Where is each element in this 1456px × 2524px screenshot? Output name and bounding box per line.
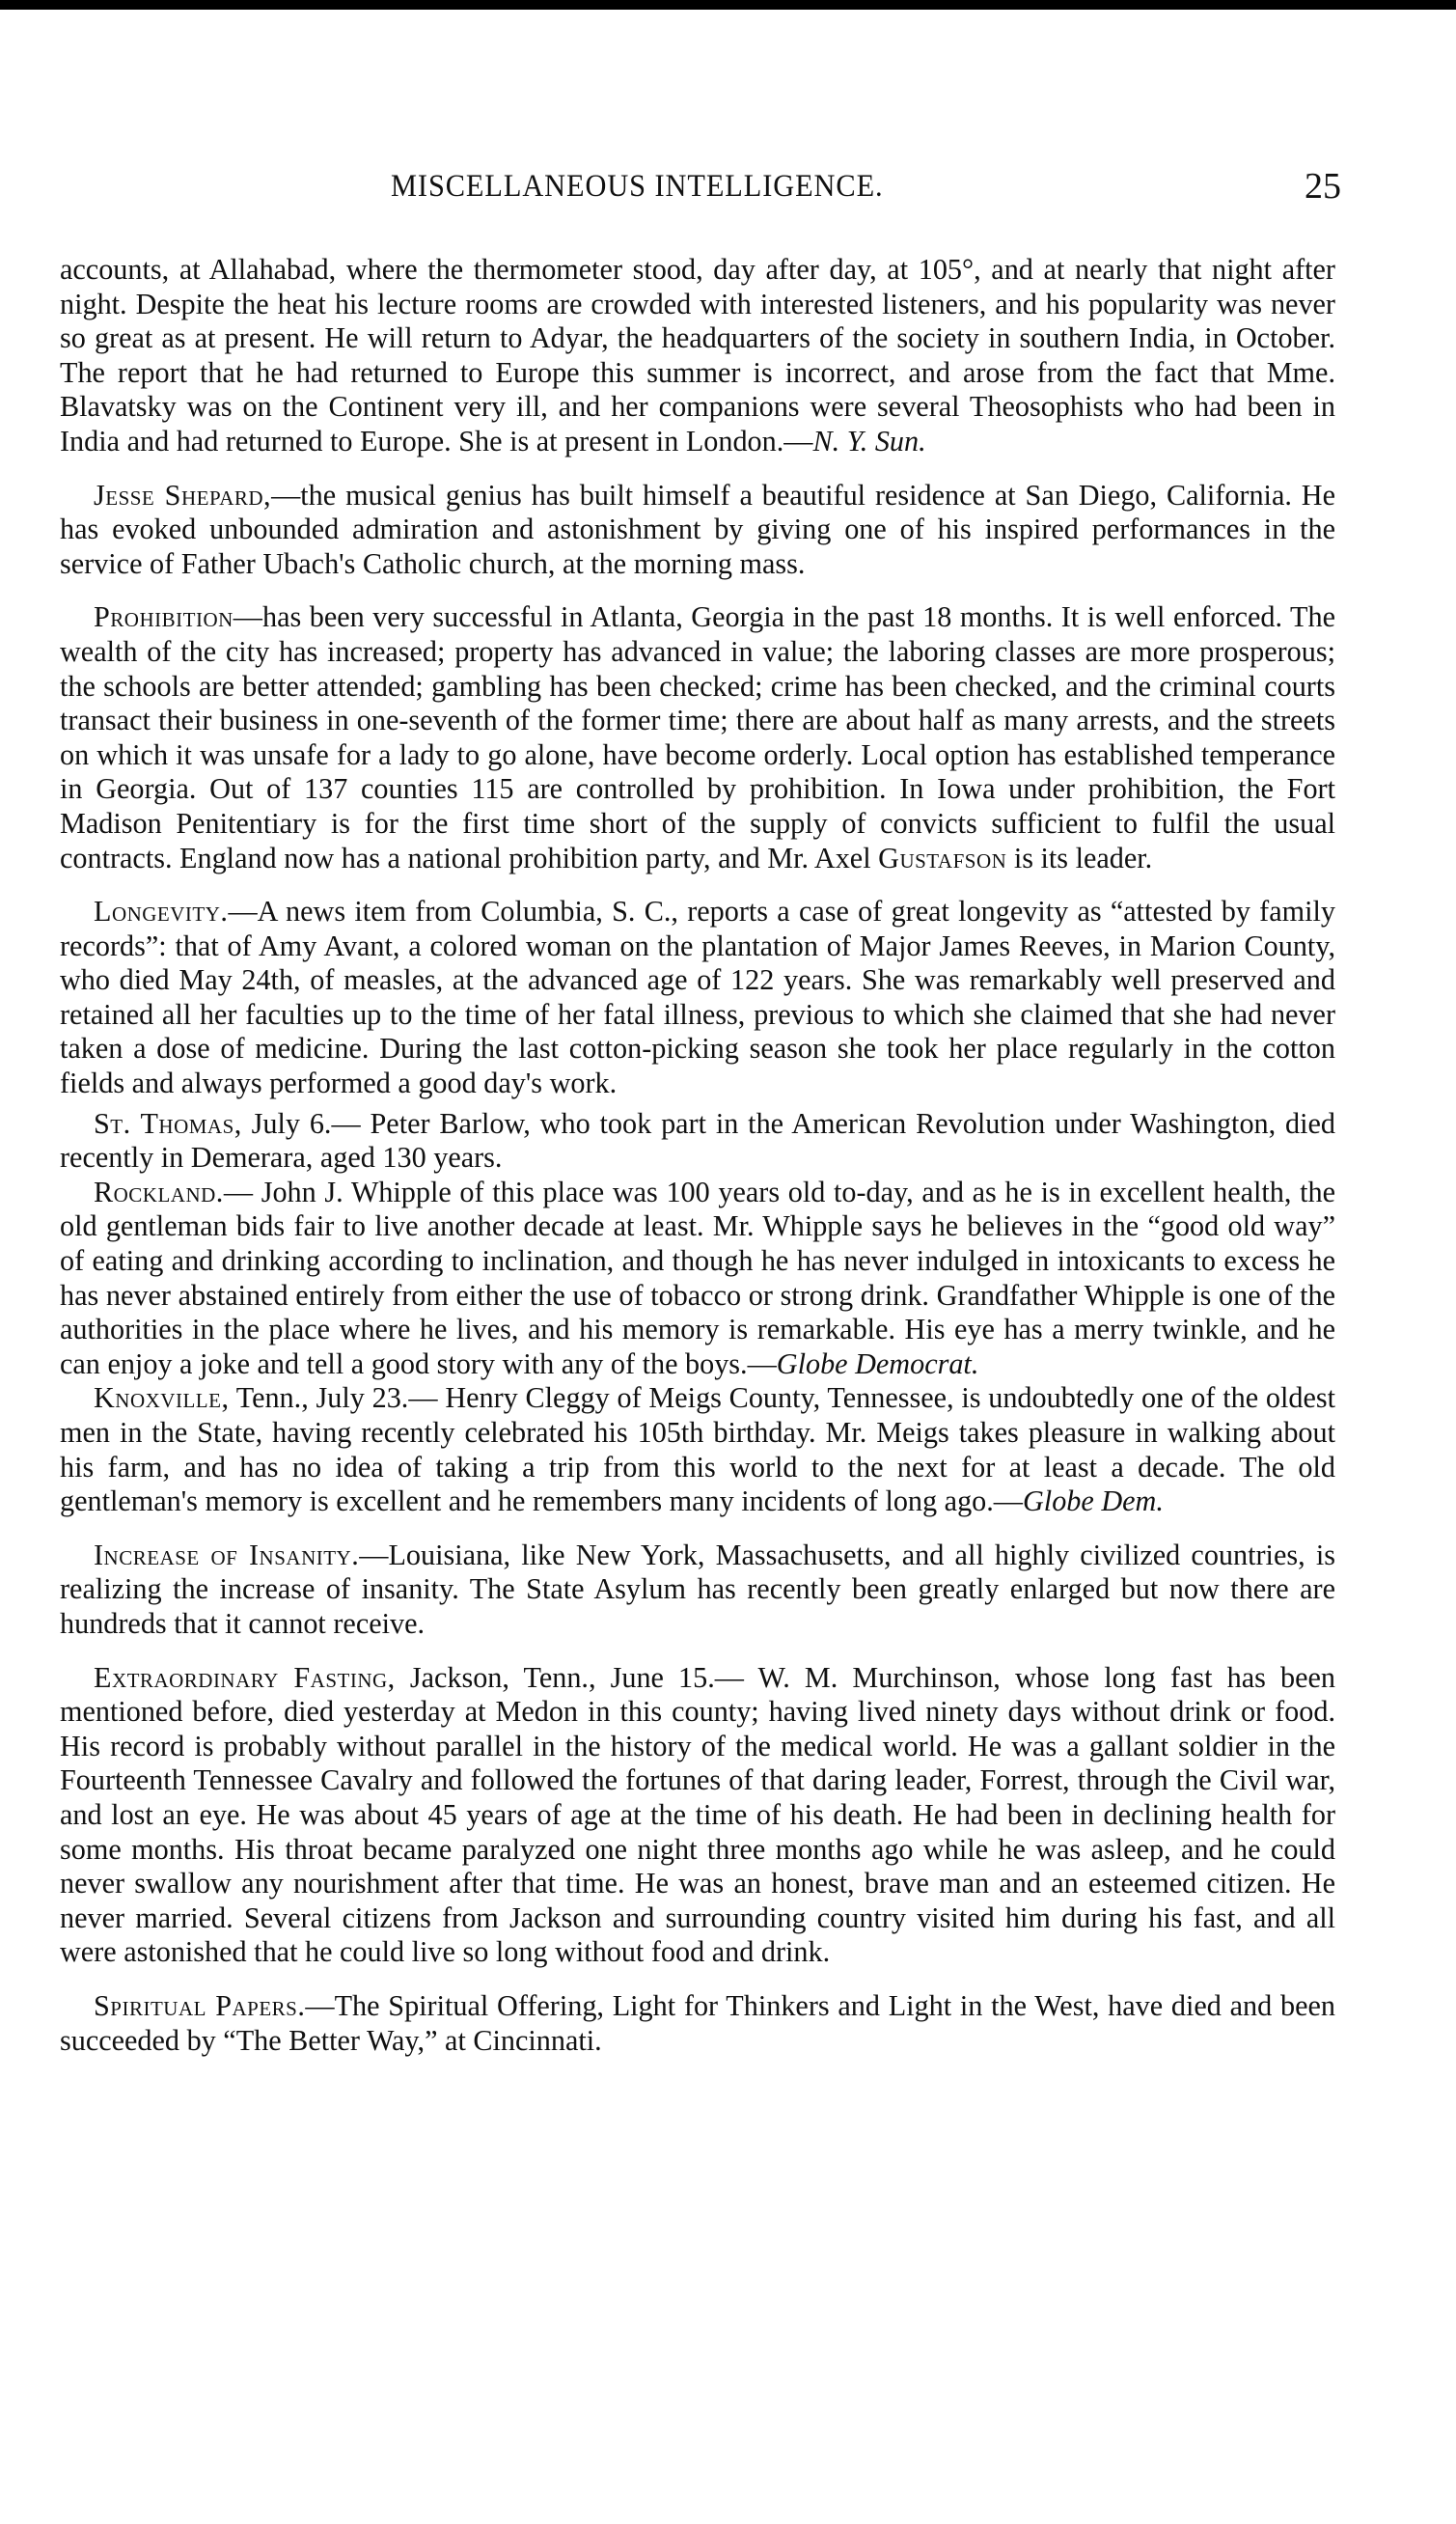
article-lead: Spiritual Papers. <box>94 1988 306 2022</box>
article-text: — John J. Whipple of this place was 100 years old to-day, and as he is in excellent health, the old gentleman bids fair to live another decade at least. Mr. Whipple says he believes in the “good old way” of eating and drinking according to inclination, and though he has never indulged in intoxicants to excess he has never abstained entirely from either the use of tobacco or strong drink. Grandfather Whipple is one of the authorities in the place where he lives, and his memory is remarkable. His eye has a merry twinkle, and he can enjoy a joke and tell a good story with any of the boys.— <box>60 1175 1335 1380</box>
article-source: Globe Democrat. <box>776 1346 979 1380</box>
article-lead: St. Thomas, <box>94 1106 242 1140</box>
article-prohibition <box>60 600 1335 875</box>
running-title: MISCELLANEOUS INTELLIGENCE. <box>391 169 884 204</box>
article-rockland <box>60 1176 1335 1382</box>
article-text: accounts, at Allahabad, where the thermometer stood, day after day, at 105°, and at nearly that night after night. Despite the heat his lecture rooms are crowded with interested listeners, and his popularity was never so great as at present. He will return to Adyar, the headquarters of the society in southern India, in October. The report that he had returned to Europe this summer is incorrect, and arose from the fact that Mme. Blavatsky was on the Continent very ill, and her companions were several Theosophists who had been in India and had returned to Europe. She is at present in London.— <box>60 253 1335 458</box>
article-lead: Rockland. <box>94 1175 224 1208</box>
article-text: Jackson, Tenn., June 15.— W. M. Murchinson, whose long fast has been mentioned before, died yesterday at Medon in this county; having lived ninety days without drink or food. His record is probably without parallel in the history of the medical world. He was a gallant soldier in the Fourteenth Tennessee Cavalry and followed the fortunes of that daring leader, Forrest, through the Civil war, and lost an eye. He was about 45 years of age at the time of his death. He had been in declining health for some months. His throat became paralyzed one night three months ago while he was asleep, and he could never swallow any nourishment after that time. He was an honest, brave man and an esteemed citizen. He never married. Several citizens from Jackson and surrounding country visited him during his fast, and all were astonished that he could live so long without food and drink. <box>60 1660 1335 1969</box>
scan-edge-top <box>0 0 1456 10</box>
person-name: Gustafson <box>878 841 1007 874</box>
page-number: 25 <box>1305 166 1341 207</box>
article-lead: Knoxville, <box>94 1381 230 1415</box>
article-knoxville <box>60 1381 1335 1518</box>
article-text: —Louisiana, like New York, Massachusetts, and all highly civilized countries, is realizing the increase of insanity. The State Asylum has recently been greatly enlarged but now there are hundreds that it cannot receive. <box>60 1538 1335 1640</box>
article-text: —the musical genius has built himself a beautiful residence at San Diego, California. He has evoked unbounded admiration and astonishment by giving one of his inspired performances in the service of Father Ubach's Catholic church, at the morning mass. <box>60 478 1335 580</box>
article-text: —A news item from Columbia, S. C., reports a case of great longevity as “attested by family records”: that of Amy Avant, a colored woman on the plantation of Major James Reeves, in Marion County, who died May 24th, of measles, at the advanced age of 122 years. She was remarkably well preserved and retained all her faculties up to the time of her fatal illness, previous to which she claimed that she had never taken a dose of medicine. During the last cotton-picking season she took her place regularly in the cotton fields and always performed a good day's work. <box>60 895 1335 1100</box>
article-source: N. Y. Sun. <box>812 424 926 458</box>
article-continued <box>60 253 1335 459</box>
article-st-thomas <box>60 1107 1335 1176</box>
running-head <box>58 166 1341 208</box>
article-lead: Extraordinary Fasting, <box>94 1660 396 1694</box>
article-text: —The Spiritual Offering, Light for Thinkers and Light in the West, have died and been succeeded by “The Better Way,” at Cincinnati. <box>60 1988 1335 2057</box>
page-body <box>60 253 1335 2058</box>
article-text-tail: is its leader. <box>1006 841 1153 874</box>
article-text: July 6.— Peter Barlow, who took part in the American Revolution under Washington, died recently in Demerara, aged 130 years. <box>60 1106 1335 1175</box>
article-text: —has been very successful in Atlanta, Georgia in the past 18 months. It is well enforced. The wealth of the city has increased; property has advanced in value; the laboring classes are more prosperous; the schools are better attended; gambling has been checked; crime has been checked, and the criminal courts transact their business in one-seventh of the former time; there are about half as many arrests, and the streets on which it was unsafe for a lady to go alone, have become orderly. Local option has established temperance in Georgia. Out of 137 counties 115 are controlled by prohibition. In Iowa under prohibition, the Fort Madison Penitentiary is for the first time short of the supply of convicts sufficient to fulfil the usual contracts. England now has a national prohibition party, and Mr. Axel <box>60 600 1335 874</box>
article-extraordinary-fasting <box>60 1661 1335 1970</box>
article-text: Tenn., July 23.— Henry Cleggy of Meigs County, Tennessee, is undoubtedly one of the oldest men in the State, having recently celebrated his 105th birthday. Mr. Meigs takes pleasure in walking about his farm, and has no idea of taking a trip from this world to the next for at least a decade. The old gentleman's memory is excellent and he remembers many incidents of long ago.— <box>60 1381 1335 1518</box>
article-increase-of-insanity <box>60 1539 1335 1642</box>
article-lead: Longevity. <box>94 895 229 929</box>
article-spiritual-papers <box>60 1989 1335 2058</box>
article-lead: Prohibition <box>94 600 234 634</box>
article-jesse-shepard <box>60 479 1335 582</box>
article-source: Globe Dem. <box>1023 1484 1164 1518</box>
article-longevity <box>60 895 1335 1101</box>
article-lead: Increase of Insanity. <box>94 1538 360 1571</box>
article-lead: Jesse Shepard, <box>94 478 272 512</box>
